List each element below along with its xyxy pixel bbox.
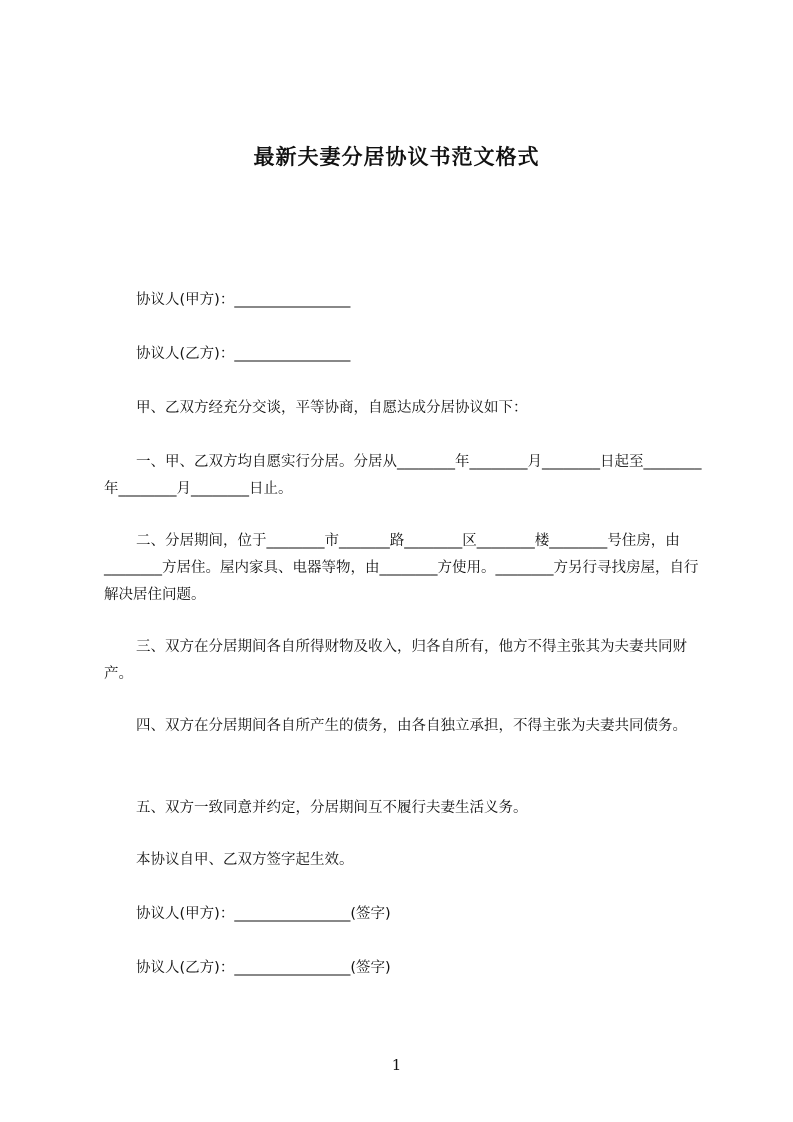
- page-number: 1: [391, 1056, 402, 1074]
- clause-1: 一、甲、乙双方均自愿实行分居。分居从________年________月________日起至________年________月________日止。: [104, 454, 702, 497]
- signature-party-a: 协议人(甲方)：________________(签字): [136, 906, 391, 922]
- party-a-line: 协议人(甲方)：________________: [136, 292, 351, 308]
- clause-5: 五、双方一致同意并约定，分居期间互不履行夫妻生活义务。: [136, 800, 528, 816]
- signature-party-b: 协议人(乙方)：________________(签字): [136, 960, 391, 976]
- party-b-line: 协议人(乙方)：________________: [136, 346, 351, 362]
- agreement-intro: 甲、乙双方经充分交谈，平等协商，自愿达成分居协议如下：: [136, 400, 528, 416]
- document-title: 最新夫妻分居协议书范文格式: [253, 145, 540, 169]
- clause-3: 三、双方在分居期间各自所得财物及收入，归各自所有，他方不得主张其为夫妻共同财产。: [104, 639, 687, 682]
- clause-2: 二、分居期间，位于________市_______路________区________楼________号住房，由________方居住。屋内家具、电器等物，由________方使用。________方另行寻找房屋，自行解决居住问题。: [104, 533, 699, 603]
- clause-4: 四、双方在分居期间各自所产生的债务，由各自独立承担，不得主张为夫妻共同债务。: [136, 718, 687, 734]
- effective-clause: 本协议自甲、乙双方签字起生效。: [136, 852, 354, 868]
